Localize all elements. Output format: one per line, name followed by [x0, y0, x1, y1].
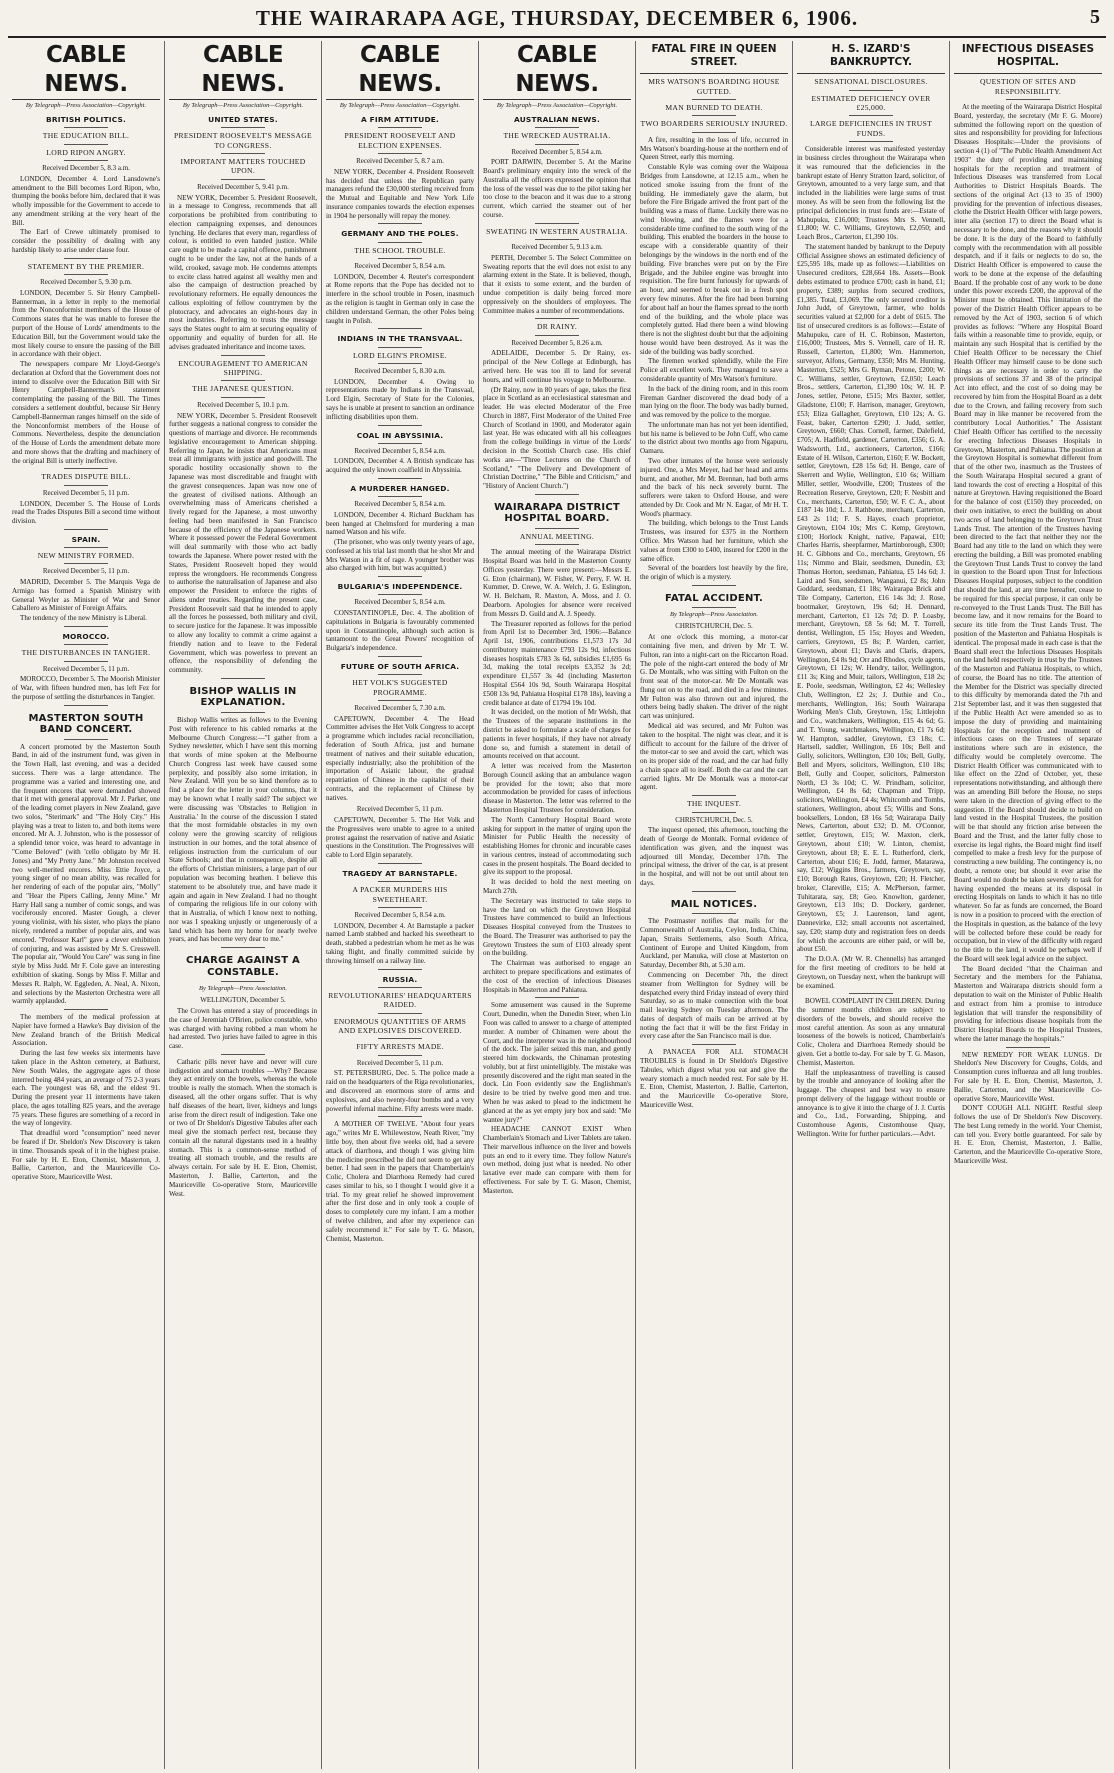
section-heading: FUTURE OF SOUTH AFRICA. [340, 661, 460, 671]
dateline: Received December 5, 8.54 a.m. [354, 500, 446, 509]
article-paragraph: HEADACHE CANNOT EXIST When Chamberlain's Stomach and Liver Tablets are taken. Their marvellous influence on the liver and bowels puts an end to it every time. They follow Nature's own method, doing just what is needed. No other laxative ever made can compare with them for effectiveness. For sale by T. G. Mason, Chemist, Masterton. [483, 1125, 631, 1195]
dateline: Received December 5, 11 p.m. [42, 488, 130, 497]
divider [64, 739, 108, 740]
article-paragraph: CONSTANTINOPLE, Dec. 4. The abolition of capitulations in Bulgaria is favourably commented upon in Constantinople, although such action is tantamount to the Great Powers' recognition of Bulgaria's independence. [326, 609, 474, 653]
divider [221, 947, 265, 948]
dateline: Received December 5, 9.30 p.m. [40, 278, 132, 287]
section-heading: WAIRARAPA DISTRICT HOSPITAL BOARD. [494, 501, 620, 525]
divider [535, 223, 579, 224]
divider [692, 585, 736, 586]
subheading: THE DISTURBANCES IN TANGIER. [21, 648, 151, 658]
subheading: LORD ELGIN'S PROMISE. [353, 350, 447, 360]
section-heading: A MURDERER HANGED. [350, 483, 450, 493]
divider [378, 1055, 422, 1056]
article-paragraph: NEW YORK, December 5. President Roosevelt, in a message to Congress, recommends that all corporations be prohibited from contributing to election campaigning expenses, and denounces lynching. He declares that every man, regardless of colour, is entitled to even handed justice. While care ought to be made a capital offence, punishment ought to be under the law, not at the hands of a wild, crooked, savage mob. He condemns attempts to excite class hatred against all wealthy men and also the campaign of destruction preached by revolutionary reformers. He equally denounces the callous exploiting of fellow countrymen by the plutocracy, and advocates an eight-hours day in most industries. Referring to trusts the message says the States ought to aim at securing equality of opportunity and equality of burden for all. He advises graduated inheritance and income taxes. [169, 193, 317, 351]
subheading: TRADES DISPUTE BILL. [41, 472, 131, 482]
dateline: Received December 5, 8.3 a.m. [42, 164, 130, 173]
subheading: DR RAINY. [536, 322, 578, 332]
divider [64, 468, 108, 469]
divider [535, 318, 579, 319]
divider [64, 563, 108, 564]
subheading: ENORMOUS QUANTITIES OF ARMS AND EXPLOSIVES DISCOVERED. [333, 1016, 467, 1035]
article-paragraph: That dreadful word "consumption" need never be feared if Dr. Sheldon's New Discovery is taken in time. Thousands speak of it in the highest praise. For sale by H. E. Eton, Chemist, Masterton, J. Ballie, Carterton, and the Mauriceville Co-operative Store, Mauriceville West. [12, 1129, 160, 1182]
divider [535, 239, 579, 240]
subheading: STATEMENT BY THE PREMIER. [27, 261, 145, 271]
article-paragraph: LONDON, December 4. Reuter's correspondent at Rome reports that the Pope has decided not to interfere in the school trouble in Posen, inasmuch as the religion is taught in German only in case the children understand German, the other Poles being taught in Polish. [326, 272, 474, 325]
divider [64, 626, 108, 627]
divider [849, 115, 893, 116]
section-heading: BULGARIA'S INDEPENDENCE. [337, 582, 463, 592]
divider [378, 987, 422, 988]
section-heading: TRAGEDY AT BARNSTAPLE. [342, 869, 458, 879]
subheading: SWEATING IN WESTERN AUSTRALIA. [486, 226, 628, 236]
subheading: A PACKER MURDERS HIS SWEETHEART. [352, 885, 448, 904]
column-header: FATAL FIRE IN QUEEN STREET. [640, 41, 788, 74]
article-paragraph: The members of the medical profession at Napier have formed a Hawke's Bay division of the New Zealand branch of the British Medical Association. [12, 1013, 160, 1048]
article-paragraph: The firemen worked splendidly, while the Fire Police all excellent work. They managed to save a considerable quantity of Mrs Watson's furniture. [640, 357, 788, 383]
divider [64, 274, 108, 275]
section-heading: FATAL ACCIDENT. [664, 592, 764, 604]
subheading: THE JAPANESE QUESTION. [192, 384, 294, 394]
byline: By Telegraph—Press Association—Copyright. [25, 102, 147, 110]
article-paragraph: At the meeting of the Wairarapa District Hospital Board, yesterday, the secretary (Mr F. G. Moore) submitted the following report on the question of sites and responsibility for providing for Infectious Diseases Hospitals:—Under the provisions of section 4 (1) of "The Public Health Amendment Act 1903" the duty of providing and maintaining hospitals for the reception and treatment of Infectious Diseases was transferred from Local Authorities to District Hospitals Boards. The sections of the original Act (13 to 35 of 1900) providing for the prevention of infectious diseases, clothe the District Health Officer with large powers, inter alia (section 17) to direct the Board what is necessary to be done, and the reasons why it should be done. It is the duty of the Board to faithfully comply with the recommendation with all possible despatch, and if it fails or neglects to do so, the District Health Officer is empowered to cause the work to be done at the expense of the defaulting Board. If the probable cost of any work to be done under this power exceeds £200, the approval of the Minister must be obtained. This limitation of the power of the District Health Officer appears to be removed by the Act of 1903, section 6 of which provides as follows: "Where any Hospital Board fails within a reasonable time to provide, equip, or maintain any such Hospital that is certified by the Chief Health Officer to be necessary the Chief Health Officer may himself cause to be done such things as are necessary in order to carry the provisions of sections 37 and 38 of the principal Act into effect, and the cost of so doing may be recovered by him from the Hospital Board as a debt due to the Crown, and failing recovery from such Board may in like manner be recovered from the contributory Local Authorities." The Assistant Chief Health Officer has certified to the necessity for erecting Infectious Diseases Hospitals in Greytown, Masterton, and Pahiatua. The position at the Greytown Hospital is somewhat different from that of the other two, inasmuch as the Trustees of the South Wairarapa Hospital secured a grant of land towards the cost of erecting a Hospital of this nature at Greytown. Having requisitioned the Board for the balance of cost (£150) they proceeded, on their own initiative, to erect the building on about two acres of land belonging to the Greytown Trust Lands Trust. The attention of the Trustees having been directed to the fact that neither they nor the Board had any title to the land on which they were erecting the building, a Bill was promoted enabling the Greytown Trust Lands Trust to convey the land in question to the Board upon Trust for Infectious Diseases Hospital purposes, subject to the condition that should the land, at any time hereafter, cease to be required for this special purpose, it can only be re-conveyed to the Trust Lands Trust. The Bill has become law, and it now remains for the Board to secure its title from the Trust Lands Trust. The position of the Masterton and Pahiatua Hospitals is identical. The proposal made in each case is that the Board shall erect the Infectious Diseases Hospitals on the land held respectively in trust by the Trustees of the Masterton and Pahiatua Hospitals, to which, of course, the Board has no title. The attention of the Member for the District was specially directed to this difficulty by memoranda dated the 7th and 21st September last, and it was then suggested that if the Public Health Act were amended so as to impose the duty of providing and maintaining Hospitals for the reception and treatment of infectious cases on the Trustees of separate institutions where such are in existence, the difficulty would be completely overcome. The District Health Officer was communicated with to like effect on the 22nd of October, yet, these representations notwithstanding, and although there was an amending Bill before the House, no steps were taken in the direction of giving effect to the suggestion. If the Board should decide to build on land vested in the Hospital Trustees, the position will be that should any friction arise between the Board and the Trust, and the latter fully chose to exercise its legal rights, the Board might find itself compelled to make a fresh levy for the purpose of constructing a new building. The contingency is, no doubt, a remote one; but should it ever arise the Board would no doubt be taken severely to task for having expended the means at its disposal in erecting Hospitals on lands to which it has no title whatever. So far as funds are concerned, the Board is now in a position to proceed with the erection of the Hospitals in question, as the balance of the levy will be collected before these could be ready for occupation, but in view of the difficulty with regard to the title to the land, it would be perhaps well if the Board will seek legal advice on the subject. [954, 103, 1102, 963]
article-paragraph: LONDON, December 4. At Barnstaple a packer named Lamb stabbed and hacked his sweetheart to death, stabbed a pedestrian whom he met as he was taking flight, and finally committed suicide by throwing himself on a railway line. [326, 921, 474, 965]
divider [64, 485, 108, 486]
divider [849, 141, 893, 142]
column-header: CABLE NEWS. [12, 41, 160, 100]
subheading: THE WRECKED AUSTRALIA. [503, 131, 611, 141]
subheading: PRESIDENT ROOSEVELT'S MESSAGE TO CONGRESS. [174, 131, 312, 150]
dateline: CHRISTCHURCH, Dec. 5. [675, 622, 753, 631]
dateline: Received December 5, 8.54 a.m. [354, 446, 446, 455]
divider [378, 153, 422, 154]
subheading: ENCOURAGEMENT TO AMERICAN SHIPPING. [178, 358, 308, 378]
dateline: Received December 5, 11 p.m. [42, 664, 130, 673]
divider [535, 335, 579, 336]
article-paragraph: Constable Kyle was coming over the Waipoua Bridges from Lansdowne, at 12.15 a.m., when he noticed smoke issuing from the front of the building. He immediately gave the alarm, but before the Fire Brigade arrived the front part of the building was a mass of flame. Luckily there was no wind blowing, and the flames were for a considerable time confined to the south wing of the building. This enabled the boarders in the house to escape with a considerable quantity of their belongings by the windows in the north end of the building. Five branches were put on by the Fire Brigade, and the Jubilee engine was brought into requisition. The fire burnt furiously for upwards of an hour, and seemed to break out in a fresh spot every few minutes. After the fire had been burning for about half an hour the flames spread to the north end of the building, and the whole place was completely gutted. Had there been a wind blowing there is not the slightest doubt but that the adjoining house would have been destroyed. As it was the side of the building was badly scorched. [640, 163, 788, 356]
divider [378, 223, 422, 224]
section-heading: BRITISH POLITICS. [46, 115, 126, 125]
divider [378, 576, 422, 577]
section-heading: UNITED STATES. [208, 115, 278, 125]
divider [378, 594, 422, 595]
divider [692, 115, 736, 116]
column-header: CABLE NEWS. [169, 41, 317, 100]
divider [221, 179, 265, 180]
article-paragraph: Some amusement was caused in the Supreme Court, Dunedin, when the Dunedin Steer, when Lin Foon was called to answer to a charge of attempted murder. A number of Chinamen were about the Court, and the interpreter was in the neighbourhood of the dock. The jailer seized this man, and gently steered him dockwards, the Chinaman protesting volubly, but at first unintelligibly. The mistake was presently discovered and the right man seated in the dock. Lin Foon evidently saw the Englishman's desire to be tried by twelve good men and true. When he was asked to plead to the indictment he glanced at the as yet empty jury box and said: "Me wantee jury?" [483, 1001, 631, 1124]
subheading: HET VOLK'S SUGGESTED PROGRAMME. [352, 678, 448, 697]
divider [221, 981, 265, 982]
article-paragraph: PERTH, December 5. The Select Committee on Sweating reports that the evil does not exist to any alarming extent in the State. It is believed, though, that it exists to some extent, and the burden of undue competition is daily being forced more oppressively on the shoulders of employees. The Committee makes a number of recommendations. [483, 253, 631, 315]
divider [221, 355, 265, 356]
article-paragraph: Bishop Wallis writes as follows to the Evening Post with reference to his cabled remarks at the Melbourne Church Congress:—"I gather from a Sydney newsletter, which I have sent this morning that words of mine spoken at the Melbourne Church Congress last week have caused some perplexity, and possibly also some irritation, in New Zealand. Will you be so kind therefore as to find a place for the letter in your columns, that it may be known what I really said? The subject we were discussing was 'Obstacles to Religion in Australia.' In the course of the discussion I stated that the most formidable obstacles in my own colony were the growing scarcity of religious instruction in our homes, and the total absence of religious instruction from the curriculum of our State Schools; and that in consequence, despite all the efforts of Christian ministers, a large part of our population was becoming heathen. I believe this statement to be absolutely true, and have made it again and again in New Zealand. I had no thought of comparing the religious life in our colony with that in Australia, of which I know next to nothing, nor was I speaking unjustly or ungenerously of a land which has been my home for nearly twelve years, and has become very dear to me." [169, 715, 317, 944]
masthead-title: THE WAIRARAPA AGE, THURSDAY, DECEMBER 6, 1906. [255, 6, 859, 30]
divider [378, 674, 422, 675]
divider [221, 397, 265, 398]
dateline: Received December 5, 8.54 a.m. [511, 147, 603, 156]
dateline: Received December 5, 8.26 a.m. [511, 338, 603, 347]
section-heading: A FIRM ATTITUDE. [360, 115, 440, 125]
subheading: THE INQUEST. [686, 799, 742, 809]
article-paragraph: The North Canterbury Hospital Board wrote asking for support in the matter of urging upon the Minister for Public Health the necessity of establishing Homes for chronic and incurable cases in various centres, instead of accommodating such cases in the present hospitals. The Board decided to give its support to the proposal. [483, 815, 631, 877]
subheading: IMPORTANT MATTERS TOUCHED UPON. [180, 157, 306, 176]
column-7 [950, 41, 1106, 1769]
section-heading: COAL IN ABYSSINIA. [356, 430, 444, 440]
divider [64, 644, 108, 645]
divider [535, 494, 579, 495]
article-paragraph: NEW YORK, December 4. President Roosevelt has decided that unless the Republican party managers refund the £30,000 sterling received from the Mutual and Equitable and New York Life insurance companies towards the election expenses in 1904 he personally will repay the money. [326, 167, 474, 220]
divider [221, 153, 265, 154]
column-header: H. S. IZARD'S BANKRUPTCY. [797, 41, 945, 74]
divider [378, 1013, 422, 1014]
divider [378, 496, 422, 497]
article-paragraph: A letter was received from the Masterton Borough Council asking that an ambulance wagon be provided for the town; also that more accommodation be provided for cases of infectious disease in Masterton. The letter was referred to the Masterton Hospital Trustees for consideration. [483, 762, 631, 814]
article-paragraph: NEW REMEDY FOR WEAK LUNGS. Dr Sheldon's New Discovery for Coughs, Colds, and Consumption cures influenza and all lung troubles. For sale by H. E. Eton, Chemist, Masterton, J. Ballie, Carterton, and the Mauriceville Co-operative Store, Mauriceville West. [954, 1050, 1102, 1103]
divider [378, 969, 422, 970]
article-paragraph: The unfortunate man has not yet been identified, but his name is believed to be John Cuff, who came to the district about two months ago from Ngapuru, Oamaru. [640, 420, 788, 456]
subheading: SENSATIONAL DISCLOSURES. [814, 77, 928, 87]
article-paragraph: During the last few weeks six interments have taken place in the Ashton cemetery, at Bathurst, New South Wales, the aggregate ages of those interred being 484 years, an average of 75 2-3 years each. The youngest was 68, and the eldest 91. During the present year 11 interments have taken place, the ages totalling 825 years, and the average 75 years. These figures are something of a record in the way of longevity. [12, 1049, 160, 1128]
section-heading: GERMANY AND THE POLES. [341, 229, 459, 239]
divider [535, 544, 579, 545]
article-paragraph: CAPETOWN, December 5. The Het Volk and the Progressives were unable to agree to a united protest against the reservation of native and Asiatic questions in the Constitution. The Progressives will cable to Lord Elgin separately. [326, 816, 474, 860]
article-paragraph: The Board decided "that the Chairman and Secretary and the members for the Pahiatua, Masterton and Wairarapa districts should form a deputation to wait on the Minister of Public Health and extract from him a promise to introduce legislation that will transfer the responsibility of providing for infectious disease hospitals from the District Hospital Boards to the Hospital Trustees, where the latter manage the hospitals." [954, 964, 1102, 1043]
divider [849, 90, 893, 91]
divider [378, 478, 422, 479]
divider [692, 99, 736, 100]
column-header: CABLE NEWS. [326, 41, 474, 100]
divider [221, 380, 265, 381]
subheading: MRS WATSON'S BOARDING HOUSE GUTTED. [648, 77, 780, 96]
article-paragraph: Two other inmates of the house were seriously injured. One, a Mrs Meyer, had her head and arms burnt, and another, Mr M. Brennan, had both arms and the back of his neck severely burnt. The sufferers were taken to Oxford House, and were attended by Dr. Cook and Mr N. Eagar, of Mr H. T. Wood's pharmacy. [640, 457, 788, 518]
article-paragraph: The building, which belongs to the Trust Lands Trustees, was insured for £375 in the Northern Office. Mrs Watson had her furniture, which she values at from £300 to £400, insured for £200 in the same office. [640, 519, 788, 563]
divider [221, 1054, 265, 1055]
subheading: THE SCHOOL TROUBLE. [354, 245, 446, 255]
subheading: ANNUAL MEETING. [519, 531, 595, 541]
section-heading: BISHOP WALLIS IN EXPLANATION. [189, 685, 297, 709]
divider [535, 528, 579, 529]
dateline: Received December 5, 9.13 a.m. [511, 243, 603, 252]
divider [535, 144, 579, 145]
dateline: CHRISTCHURCH, Dec. 5. [675, 815, 753, 824]
subheading: LORD RIPON ANGRY. [46, 147, 126, 157]
dateline: WELLINGTON, December 5. [200, 996, 286, 1005]
column-2 [165, 41, 322, 1769]
article-paragraph: The Earl of Crewe ultimately promised to consider the possibility of dealing with any hardship likely to arise under clause four. [12, 228, 160, 254]
article-paragraph: A fire, resulting in the loss of life, occurred in Mrs Watson's boarding-house at the northern end of Queen Street, early this morning. [640, 135, 788, 162]
divider [64, 127, 108, 128]
divider [692, 1044, 736, 1045]
page-number: 5 [1090, 6, 1100, 28]
article-paragraph: The newspapers compare Mr Lloyd-George's declaration at Oxford that the Government does not intend to dissolve over the Education Bill with Sir Henry Campbell-Bannerman's statement contemplating the passing of the Bill. The Times considers a settlement doubtful, because Sir Henry Campbell-Bannerman ranges himself on the side of the Nonconformist members of the House of Commons. Nevertheless, despite the denunciation of the House of Lords the amendment debate more and more shows that the drafting and machinery of the original Bill is utterly ineffective. [12, 360, 160, 465]
divider [378, 700, 422, 701]
subheading: QUESTION OF SITES AND RESPONSIBILITY. [980, 77, 1076, 96]
subheading: PRESIDENT ROOSEVELT AND ELECTION EXPENSES. [344, 131, 456, 150]
dateline: Received December 5, 8.7 a.m. [356, 157, 444, 166]
subheading: ESTIMATED DEFICIENCY OVER £25,000. [811, 93, 931, 113]
article-paragraph: MOROCCO, December 5. The Moorish Minister of War, with fifteen hundred men, has left Fez for the purpose of settling the disturbances in Tangier. [12, 675, 160, 701]
divider [64, 705, 108, 706]
article-paragraph: The annual meeting of the Wairarapa District Hospital Board was held in the Masterton County Offices yesterday. There were present:—Messrs E. G. Eton (chairman), W. Fisher, W. Perry, F. W. H. Kummer, D. Crewe, W. A. Welch, J. G. Eslington, W. H. Belcham, R. Maxton, A. Moss, and J. O. Dearborn. Apologies for absence were received from Messrs D. Guild and A. J. Speedy. [483, 548, 631, 618]
article-paragraph: The Secretary was instructed to take steps to have the land on which the Greytown Hospital Trustees have commenced to build an Infectious Diseases Hospital conveyed from the Trustees to the Board. The Treasurer was authorised to pay the Greytown Trustees the sum of £103 already spent on the building. [483, 896, 631, 958]
dateline: Received December 5, 8.54 a.m. [354, 262, 446, 270]
article-paragraph: At one o'clock this morning, a motor-car containing five men, and driven by Mr T. W. Fulton, ran into a night-cart on the Riccarton Road. The pole of the night-cart entered the body of Mr G. De Montalk, who was sitting with Fulton on the front seat of the motor-car. Mr De Montalk was flung out on to the road, and died in a few minutes. Mr Fulton was also thrown out and injured, the others being badly shaken. The driver of the night cart was uninjured. [640, 633, 788, 721]
columns-container [8, 41, 1106, 1769]
column-header: INFECTIOUS DISEASES HOSPITAL. [954, 41, 1102, 74]
article-paragraph: LONDON, December 4. Richard Buckham has been hanged at Chelmsford for murdering a man named Watson and his wife. [326, 510, 474, 537]
divider [1006, 1047, 1050, 1048]
article-paragraph: LONDON, December 5. The House of Lords read the Trades Disputes Bill a second time without division. [12, 499, 160, 526]
divider [378, 656, 422, 657]
divider [378, 1038, 422, 1039]
divider [378, 242, 422, 243]
divider [221, 127, 265, 128]
section-heading: SPAIN. [71, 534, 101, 544]
article-paragraph: (The prisoner, who was only twenty years of age, confessed at his trial last month that he shot Mr and Mrs Watson in a fit of rage. A younger brother was also charged with him, but was acquitted.) [326, 538, 474, 573]
article-paragraph: A PANACEA FOR ALL STOMACH TROUBLES is found in Dr Sheldon's Digestive Tabules, which digest what you eat and give the weary stomach a much needed rest. For sale by H. E. Eton, Chemist, Masterton, J. Ballie, Carterton, and the Mauriceville Co-operative Store, Mauriceville West. [640, 1048, 788, 1109]
byline: By Telegraph—Press Association. [669, 611, 759, 619]
divider [692, 132, 736, 133]
section-heading: INDIANS IN THE TRANSVAAL. [337, 334, 463, 344]
divider [64, 661, 108, 662]
dateline: Received December 5, 9.41 p.m. [197, 182, 289, 191]
divider [378, 363, 422, 364]
article-paragraph: The Crown has entered a stay of proceedings in the case of Jeremiah O'Brien, police constable, who was charged with having robbed a man whom he had arrested. Two juries have failed to agree in this case. [169, 1006, 317, 1051]
subheading: THE EDUCATION BILL. [42, 131, 130, 141]
divider [64, 1009, 108, 1010]
article-paragraph: Medical aid was secured, and Mr Fulton was taken to the hospital. The night was clear, and it is difficult to account for the failure of the driver of the motor-car to see and avoid the cart, which was on its proper side of the road, and the car had fully a chain space all to itself. Both the car and the cart carried lights. Mr De Montalk was a motor-car agent. [640, 721, 788, 792]
article-paragraph: The Chairman was authorised to engage an architect to prepare specifications and estimates of the cost of the erection of infectious Diseases Hospitals in Masterton and Pahiatua. [483, 959, 631, 994]
article-paragraph: DON'T COUGH ALL NIGHT. Restful sleep follows the use of Dr Sheldon's New Discovery. The best Lung remedy in the world. Your Chemist, can tell you. Every bottle guaranteed. For sale by H. E. Eton, Chemist, Masterton, J. Ballie, Carterton, and the Mauriceville Co-operative Store, Mauriceville West. [954, 1104, 1102, 1166]
article-paragraph: (Dr Rainy, now in 80 years of age, takes the first place in Scotland as an ecclesiastical statesman and leader. He was elected Moderator of the Free Church in 1887, First Moderator of the United Free Church of Scotland in 1900, and Moderator again last year. He was educated with all his colleagues from the college buildings in virtue of the Lords' decision in the Scottish Church case. His chief works are—"Three Lectures on the Church of Scotland," "The Delivery and Development of Christian Doctrine," "The Bible and Criticism," and "History of Ancient Church.") [483, 385, 631, 491]
divider [64, 529, 108, 530]
article-paragraph: The Treasurer reported as follows for the period from April 1st to December 3rd, 1906:—Balance April 1st, 1906, contributions £1,573 17s 3d contributory maintenance £793 12s 9d, infectious diseases hospitals £783 3s 6d, subsidies £1,695 6s 3d, making the total receipts £3,352 3s 2d; expenditure £1,557 3s 4d (including Masterton Hospital £564 10s 9d, South Wairarapa Hospital £508 13s 9d, Pahiatua Hospital £178 18s), leaving a credit balance at date of £1794 19s 10d. [483, 619, 631, 707]
dateline: Received December 5, 8.54 a.m. [354, 911, 446, 920]
divider [378, 881, 422, 882]
divider [692, 913, 736, 914]
divider [378, 328, 422, 329]
subheading: NEW MINISTRY FORMED. [37, 551, 135, 561]
article-paragraph: A MOTHER OF TWELVE. "About four years ago," writes Mr E. Whilewestow, Neath River, "my little boy, then about five weeks old, had a severe attack of diarrhoea, and though I was giving him the medicine prescribed he did not seem to get any better. I had seen in the papers that Chamberlain's Colic, Cholera and Diarrhoea Remedy had cured cases similar to his, so I thought I would give it a trial. To my great relief he showed improvement after the first dose and in only took a couple of doses to completely cure my infant. I am a mother of twelve children, and after my experience can safely recommend it." For sale by T. G. Mason, Chemist, Masterton. [326, 1120, 474, 1243]
dateline: Received December 5, 8.54 a.m. [354, 598, 446, 607]
divider [64, 144, 108, 145]
article-paragraph: LONDON, December 5. Sir Henry Campbell-Bannerman, in a letter in reply to the memorial from the Nonconformist members of the House of Commons states that he was unable to foresee the purport of the House of Lords' amendments to the Education Bill, but the Government would take the most likely course to ensure the passing of the Bill in accordance with their object. [12, 288, 160, 359]
article-paragraph: ADELAIDE, December 5. Dr Rainy, ex-principal of the New College at Edinburgh, has arrived here. He was too ill to land for several hours, and will continue his voyage to Melbourne. [483, 349, 631, 384]
article-paragraph: BOWEL COMPLAINT IN CHILDREN. During the summer months children are subject to disorders of the bowels, and should receive the most careful attention. As soon as any unnatural looseness of the bowels is noticed, Chamberlain's Colic, Cholera and Diarrhoea Remedy should be given. Get a bottle to-day. For sale by T. G. Mason, Chemist, Masterton. [797, 997, 945, 1067]
dateline: Received December 5, 7.30 a.m. [354, 703, 446, 712]
divider [378, 425, 422, 426]
article-paragraph: LONDON, December 4. Lord Lansdowne's amendment to the Bill becomes Lord Ripon, who, thumping the books before him, declared that it was wholly impossible for the Government to accede to any amendment striking at the very heart of the Bill. [12, 174, 160, 227]
subheading: REVOLUTIONARIES' HEADQUARTERS RAIDED. [328, 990, 472, 1010]
column-6 [793, 41, 950, 1769]
divider [692, 812, 736, 813]
dateline: Received December 5, 11 p.m. [356, 1058, 444, 1067]
section-heading: MASTERTON SOUTH BAND CONCERT. [28, 712, 144, 736]
dateline: Received December 5, 11 p.m. [42, 567, 130, 576]
article-paragraph: In the back of the dining room, and in this room Fireman Gardner discovered the dead body of a man lying on the floor. The body was badly burned, and was removed by the police to the morgue. [640, 384, 788, 420]
column-3 [322, 41, 479, 1769]
column-1 [8, 41, 165, 1769]
article-paragraph: Several of the boarders lost heavily by the fire, the origin of which is a mystery. [640, 564, 788, 582]
column-4 [479, 41, 636, 1769]
article-paragraph: Catharic pills never have and never will cure indigestion and stomach troubles —Why? Because they act entirely on the bowels, whereas the whole trouble is really the stomach. When the stomach is diseased, all the other organs suffer. That is why half diseases of the heart, liver, kidneys and lungs arise from the direct result of indigestion. Take one or two of Dr Sheldon's Digestive Tabules after each meal give the stomach perfect rest, because they contain all the natural digestants used in a healthy stomach. This is a common-sense method of treating all stomach trouble, and the results are always certain. For sale by H. E. Eton, Chemist, Masterton, J. Ballie, Carterton, and the Mauriceville Co-operative Store, Mauriceville West. [169, 1057, 317, 1198]
divider [1006, 99, 1050, 100]
article-paragraph: MADRID, December 5. The Marquis Vega de Armigo has formed a Spanish Ministry with General Weyler as Minister of War and Senor Caballero as Minister of Foreign Affairs. [12, 578, 160, 613]
divider [692, 795, 736, 796]
article-paragraph: The Postmaster notifies that mails for the Commonwealth of Australia, Ceylon, India, China, Japan, Straits Settlements, also South Africa, Continent of Europe and United Kingdom, from Auckland, per Manuka, will close at Masterton on Saturday, December 8th, at 5.30 a.m. [640, 917, 788, 970]
divider [378, 258, 422, 259]
subheading: FIFTY ARRESTS MADE. [356, 1042, 444, 1052]
divider [535, 997, 579, 998]
byline: By Telegraph—Press Association. [198, 985, 288, 993]
section-heading: AUSTRALIAN NEWS. [514, 115, 600, 125]
article-paragraph: It was decided, on the motion of Mr Welsh, that the Trustees of the separate institutions in the district be asked to formulate a scale of charges for patients in fever hospitals, if they have not already done so, and furnish a statement in detail of amounts received on that account. [483, 708, 631, 761]
dateline: Received December 5, 11 p.m. [356, 805, 444, 814]
article-paragraph: Considerable interest was manifested yesterday in business circles throughout the Wairarapa when it was rumoured that the deficiencies in the bankrupt estate of Henry Stratton Izard, solicitor, of Greytown, amounted to a very large sum, and that included in the liabilities were large sums of trust money. As will be seen from the following list the principal deficiencies in trust funds are:—Estate of Mahupuku, £16,000; Trustees Mrs S. Vennell, £1,800; W. C. Williams, Greytown, £2,050; and Leach Bros., Carterton, £1,390 10s. [797, 145, 945, 242]
divider [378, 443, 422, 444]
divider [378, 127, 422, 128]
section-heading: CHARGE AGAINST A CONSTABLE. [186, 955, 300, 978]
section-heading: MOROCCO. [62, 632, 110, 642]
article-paragraph: LONDON, December 4. A British syndicate has acquired the only known coalfield in Abyssinia. [326, 457, 474, 475]
divider [378, 1116, 422, 1117]
article-paragraph: CAPETOWN, December 4. The Head Committee advises the Het Volk Congress to accept a programme which includes racial reconciliation, federation of South Africa, just and humane treatment of natives and their suitable education, especially industrially; also the prohibition of the importation of Asiatic labour, the gradual repatriation of Chinese in the capitalist of their contracts, and the replacement of Chinese by natives. [326, 714, 474, 802]
subheading: TWO BOARDERS SERIOUSLY INJURED. [640, 119, 788, 129]
column-5 [636, 41, 793, 1769]
dateline: Received December 5, 10.1 p.m. [197, 400, 289, 409]
article-paragraph: The tendency of the new Ministry is Liberal. [20, 614, 147, 623]
article-paragraph: A concert promoted by the Masterton South Band, in aid of the instrument fund, was given in the Town Hall, last evening, and was a decided success. There was a large attendance. The programme was a varied and interesting one, and the frequent encores that were demanded showed that it met with general approval. Mr J. Parker, one of the leading cornet players in New Zealand, gave two solos, "Sterimark" and "The Holy City." His playing was a treat to listen to, and both items were encored. Mr A. J. Johnston, who is the possessor of a splendid tenor voice, was heard to advantage in "Come Beloved" (with 'cello obligato by Mr H. Jones) and "My Pretty Jane." Mr Johnston received two well-merited encores. Miss Ettie Joyce, a young singer of no mean ability, was recalled for her rendering of each of the popular airs, "Molly" and "Hear the Pipers Calling, Jenny Mine." Mr Harry Hall sang a number of comic songs, and was vociferously encored. Master Gough, a clever young violinist, with his sister, who plays the piano nicely, rendered a number of popular airs, and was encored. "Professor Karl" gave a clever exhibition of conjuring, and was assisted by Mr S. Cresswell. The popular air, "Would You Care" was sung in fine style by Miss Judd. Mr F. Cole gave an interesting exhibition of skating. Songs by Miss F. Millar and Messrs R. Ralph, W. Eggleden, A. Neal, A. Nixon, and selections by the Masterton Orchestra were all warmly applauded. [12, 742, 160, 1006]
subheading: LARGE DEFICIENCIES IN TRUST FUNDS. [809, 119, 933, 138]
masthead [8, 6, 1106, 38]
byline: By Telegraph—Press Association—Copyright. [182, 102, 304, 110]
section-heading: RUSSIA. [382, 974, 418, 984]
divider [221, 678, 265, 679]
divider [535, 127, 579, 128]
byline: By Telegraph—Press Association—Copyright. [339, 102, 461, 110]
subheading: MAN BURNED TO DEATH. [665, 103, 763, 113]
byline: By Telegraph—Press Association—Copyright. [496, 102, 618, 110]
article-paragraph: The statement handed by bankrupt to the Deputy Official Assignee shows an estimated deficiency of £25,595 18s, made up as follows:—Liabilities on Unsecured creditors, £28,664 18s. Assets—Book debts estimated to produce £700; cash in hand, £1; property, £389; surplus from secured creditors, £1,385. Total, £3,069. The only secured creditor is John Judd, of Greytown, farmer, who holds securities valued at £2,000 for a debt of £615. The list of unsecured creditors is as follows:—Estate of Mahupuku, care of H. C. Robinson, Masterton, £16,000; Trustees, Mrs S. Vennell, care of H. R. Russell, Carterton, £1,800; Wm. Hammerton, surveyor, Alfons, Germany, £350; Mrs M. Hunting, Masterton, £525; Mrs G. Ryman, Petone, £200; W. C. Williams, settler, Greytown, £2,050; Leach Bros., settlers, Carterton, £1,390 10s; W. H. P. Jones, settler, Petone, £515; Mrs Baxter, settler, Gladstone, £100; F. Harrison, manager, Greytown, £53; Eliza Gallagher, Greytown, £10 12s; A. G. Feast, baker, Carterton £290; J. Judd, settler, Greytown, £660; Chas. Cornell, farmer, Dalefield, £705; A. Hadfield, gardener, Carterton, £356; G. A. Wadsworth, Ltd., auctioneers, Carterton, £166; Estate of H. Wilson, Carterton, £160; F. W. Bockett, settler, Greytown, £28 15s 6d; H. Benge, care of Skerrett and Wylie, Wellington, £10 6s; William Miller, settler, Woodville, £200; Trustees of the Recreation Reserve, Greytown, £20; F. Nesbitt and Co., merchants, Carterton, £50; W. F. C. A., about £187 14s 10d; L. J. Rathbone, merchant, Carterton, £43 2s 11d; F. S. Hayes, coach proprietor, Greytown, £104 10s; Mrs C. Kemp, Greytown, £100; Horlock Knight, native, Papawai, £10; Charles Harris, sheepfarmer, Martinborough, £300; H. C. Gibbons and Co., merchants, Greytown, £6 11s; Nimmo and Blair, seedsmen, Dunedin, £3; Thomas Horton, seedsman, Pahiatua, £5 14s 6d; J. Laird and Son, seedsmen, Wanganui, £2 8s; John Goddard, seedsman, £1 18s; Wairarapa Brick and Tile Company, Carterton, £16 14s 3d; J. Rose, bootmaker, Greytown, 19s 6d; H. Dennard, merchant, Carterton, £1 12s 7d; D. P. Loasby, merchant, Greytown, £8 5s 6d; M. T. Torrell, dentist, Wellington, £5 15s; Hoyes and Weeden, carriers, Greytown, £5 8s; P. Warden, carrier, Greytown, about £1; Davis and Claris, drapers, Wellington, £4 8s 9d; Orr and Rhodes, cycle agents, Greytown, £1 12s; W. Hendry, tailor, Wellington, £11 3s; King and Muir, tailors, Wellington, £18 2s; E. Poole, seedsman, Wellington, £2 4s; Wellesley Club, Wellington, £2 2s; J. Duthie and Co., merchants, Wellington, 16s; South Wairarapa Working Men's Club, Greytown, 15s; Littlejohn and Co., watchmakers, Wellington, £15 4s 6d; G. and T. Young, watchmakers, Wellington, £1 7s 6d; W. Hampton, saddler, Greytown, £3 18s; C. Hartsell, saddler, Wellington, £6 10s; Bell and Gully, solicitors, Wellington, £30 10s; Bell, Gully, Bell and Myers, solicitors, Wellington, £10 18s; Bell, Gully and Cooper, solicitors, Palmerston North, £3 3s 10d; C. W. Prindham, solicitor, Wellington, £4 8s 6d; Chapman and Tripp, solicitors, Wellington, £4 4s; Whitcomb and Tombs, stationers, Wellington, about £5; Willis and Sons, booksellers, London, £8 16s 5d; Wairarapa Daily News, Carterton, about £32; D. M. O'Connor, settler, Greytown, £15; W. Maxton, clerk, Greytown, about £10; W. Linton, chemist, Greytown, about £8; E. E. L. Rutherford, clerk, Carterton, about £16; E. Judd, farmer, Matarawa, say, £12; Wiggins Bros., farmers, Greytown, say, £10; Borough Rates, Greytown, £20; H. Fletcher, broker, Clareville, £15; A. McPherson, farmer, Tuhitarata, say, £8; Geo. Knowlton, gardener, Greytown, £13 10s; D. Dockery, gardener, Greytown, £5; J. Laurenson, land agent, Dannevirke, £32; small accounts not ascertained, say, £20; stamp duty and registration fees on deeds for which the accounts are either paid, or will be, about £50. [797, 242, 945, 954]
divider [849, 993, 893, 994]
divider [378, 863, 422, 864]
article-paragraph: Half the unpleasantness of travelling is caused by the trouble and annoyance of looking after the luggage. The cheapest and best way to ensure prompt delivery of the luggage without trouble or annoyance is to give it into the charge of J. J. Curtis and Co., Ltd., Forwarding, Shipping, and Customhouse Agents, Customhouse Quay, Wellington. Write for further particulars.—Advt. [797, 1068, 945, 1138]
article-paragraph: PORT DARWIN, December 5. At the Marine Board's preliminary enquiry into the wreck of the Australia all the officers expressed the opinion that the loss of the vessel was due to the pilot taking her too close to the beacon and it was due to a strong current, which carried the steamer out of her course. [483, 158, 631, 220]
article-paragraph: LONDON, December 4. Owing to representations made by Indians in the Transvaal, Lord Elgin, Secretary of State for the Colonies, says he is unable at present to sanction an ordinance inflicting disabilities upon them. [326, 377, 474, 421]
divider [378, 907, 422, 908]
divider [692, 891, 736, 892]
article-paragraph: The D.O.A. (Mr W. R. Chennells) has arranged for the first meeting of creditors to be held at Greytown, on Tuesday next, when the bankrupt will be examined. [797, 955, 945, 990]
divider [221, 712, 265, 713]
column-header: CABLE NEWS. [483, 41, 631, 100]
divider [64, 160, 108, 161]
article-paragraph: The inquest opened, this afternoon, touching the death of George de Montalk. Formal evidence of identification was given, and the inquest was adjourned till Monday, December 17th. The principal witness, the driver of the car, is at present in the hospital, and will not be out until about ten days. [640, 826, 788, 887]
dateline: Received December 5, 8.30 a.m. [354, 366, 446, 375]
divider [64, 258, 108, 259]
section-heading: MAIL NOTICES. [670, 898, 758, 910]
divider [64, 547, 108, 548]
divider [378, 347, 422, 348]
article-paragraph: Commencing on December 7th, the direct steamer from Wellington for Sydney will be despatched every third Friday instead of every third Saturday, so as to make connection with the boat mail leaving Sydney on Tuesday afternoon. The dates of despatch of mails can be arrived at by noting the fact that it will be the first Friday in every case after the San Francisco mail is due. [640, 970, 788, 1041]
article-paragraph: ST. PETERSBURG, Dec. 5. The police made a raid on the headquarters of the Riga revolutionaries, and discovered an enormous store of arms and explosives, and also twenty-four bombs and a very powerful infernal machine. Fifty arrests were made. [326, 1069, 474, 1113]
divider [692, 607, 736, 608]
article-paragraph: NEW YORK, December 5. President Roosevelt further suggests a national congress to consider the questions of marriage and divorce. He recommends legislative encouragement to American shipping. Referring to Japan, he insists that Americans must treat all immigrants with justice and goodwill. The sporadic hostility occasionally shown to the Japanese was most discreditable and fraught with the gravest consequences. Japan was now one of the greatest of civilised nations. Although an overwhelming mass of Americans cherished a lively regard for the Japanese, a most unworthy feeling had been manifested in San Francisco because of the efficiency of the Japanese workers. Where it possessed power the Federal Government will deal summarily with those who act badly towards the Japanese. Where power rested with the States, President Roosevelt hoped they would repress the wrongdoers. He recommends Congress to authorise the naturalisation of Japanese and also empower the President to enforce the rights of aliens under treaties. Regarding the present case, President Roosevelt said that he intended to apply all the forces he possessed, both military and civil, to secure justice for the Japanese. It was impossible to allow any locality to commit a crime against a friendly nation and to leave to the Federal Government, which was powerless to prevent an offence, the responsibility of defending the community. [169, 411, 317, 675]
article-paragraph: It was decided to hold the next meeting on March 27th. [483, 878, 631, 896]
